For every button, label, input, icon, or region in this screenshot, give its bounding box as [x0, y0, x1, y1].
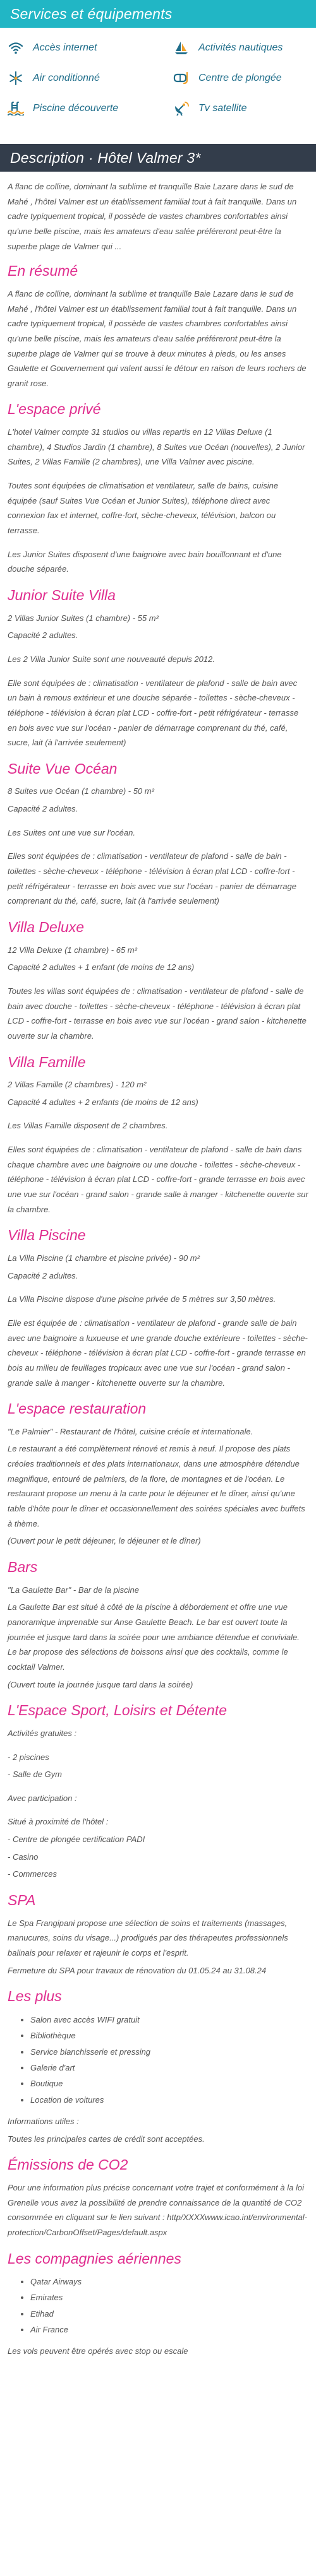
- section-villa-famille: [8, 1054, 308, 1217]
- services-title: Services et équipements: [10, 5, 173, 22]
- list-item: • Qatar Airways: [30, 2274, 308, 2289]
- section-text: Elle sont équipées de : climatisation - ventilateur de plafond - salle de bain avec un bain à remous extérieur et une douche séparée - toilettes - sèche-cheveux - téléphone - télévision à écran plat LCD - coffre-fort - petit réfrigérateur - terrasse en bois avec vue sur l'océan - panier de démarrage comprenant du thé, café, sucre, lait (à l'arrivée seulement): [8, 678, 299, 748]
- list-item: • Etihad: [30, 2306, 308, 2322]
- section-title: L'espace restauration: [8, 1400, 147, 1417]
- section-sport: [8, 1702, 308, 1882]
- section-co2: [8, 2156, 308, 2240]
- info-label: Informations utiles :: [8, 2116, 79, 2126]
- section-text: L'hotel Valmer compte 31 studios ou villas repartis en 12 Villas Deluxe (1 chambre), 4 Studios Jardin (1 chambre), 8 Suites vue Océan (nouvelles), 2 Junior Suites, 2 Villas Famille (2 chambres), une Villa Valmer avec piscine.: [8, 427, 305, 467]
- service-label: Tv satellite: [198, 103, 247, 114]
- service-label: Accès internet: [33, 42, 97, 53]
- room-capacity: Capacité 2 adultes + 1 enfant (de moins de 12 ans): [8, 962, 195, 972]
- satellite-icon: [173, 100, 190, 117]
- list-item: • Salon avec accès WIFI gratuit: [30, 2012, 308, 2028]
- section-espace-prive: [8, 401, 308, 577]
- section-title: L'espace privé: [8, 401, 101, 418]
- section-suite-ocean: [8, 760, 308, 909]
- section-spa: [8, 1892, 308, 1978]
- section-bars: [8, 1559, 308, 1692]
- section-text: (Ouvert pour le petit déjeuner, le déjeuner et le dîner): [8, 1536, 201, 1546]
- description-title: Description · Hôtel Valmer 3*: [10, 149, 201, 166]
- room-capacity: Capacité 4 adultes + 2 enfants (de moins de 12 ans): [8, 1097, 198, 1107]
- list-item: • Emirates: [30, 2289, 308, 2305]
- list-item: - Commerces: [8, 1869, 58, 1879]
- room-capacity: Capacité 2 adultes.: [8, 804, 78, 814]
- section-title: Villa Piscine: [8, 1227, 86, 1244]
- section-title: Villa Famille: [8, 1053, 86, 1070]
- nearby-label: Situé à proximité de l'hôtel :: [8, 1817, 109, 1827]
- airlines-note: Les vols peuvent être opérés avec stop ou escale: [8, 2346, 188, 2356]
- service-label: Air conditionné: [33, 73, 100, 83]
- section-text: Pour une information plus précise concernant votre trajet et conformément à la loi Grenelle vous avez la possibilité de prendre connaissance de la quantité de CO2 consommée en cliquant sur le lien suivant : http/XXXXwww.icao.int/environmental-protection/CarbonOffset/Pages/default.aspx: [8, 2182, 308, 2237]
- room-size: La Villa Piscine (1 chambre et piscine privée) - 90 m²: [8, 1253, 200, 1263]
- section-text: "La Gaulette Bar" - Bar de la piscine: [8, 1585, 139, 1595]
- service-aircon: [0, 63, 158, 93]
- section-junior-suite: [8, 587, 308, 750]
- service-label: Activités nautiques: [198, 42, 283, 53]
- service-label: Piscine découverte: [33, 103, 119, 114]
- list-item: • Location de voitures: [30, 2092, 308, 2108]
- service-internet: [0, 33, 158, 63]
- section-text: Elles sont équipées de : climatisation - ventilateur de plafond - salle de bain dans chaque chambre avec une baignoire ou une douche - toilettes - sèche-cheveux - téléphone - télévision à écran plat LCD - coffre-fort - grande terrasse en bois avec une vue sur l'océan - grand salon - grande salle à manger - kitchenette ouverte sur la chambre.: [8, 1145, 308, 1214]
- section-text: Elles sont équipées de : climatisation - ventilateur de plafond - salle de bain - toilettes - sèche-cheveux - téléphone - télévision à écran plat LCD - coffre-fort - petit réfrigérateur - terrasse en bois avec vue sur l'océan - panier de démarrage comprenant du thé, café, sucre, lait (à l'arrivée seulement): [8, 851, 296, 906]
- section-title: L'Espace Sport, Loisirs et Détente: [8, 1702, 228, 1719]
- section-villa-deluxe: [8, 919, 308, 1044]
- list-item: • Air France: [30, 2322, 308, 2337]
- section-title: Les plus: [8, 1988, 62, 2005]
- intro-text: A flanc de colline, dominant la sublime et tranquille Baie Lazare dans le sud de Mahé , l'hôtel Valmer est un établissement familial tout à fait tranquille. Dans un cadre typiquement tropical, il possède de vastes chambres confortables ainsi qu'une belle piscine, mais les amateurs d'eau salée préféreront peut-être la superbe plage de Valmer qui ...: [8, 182, 297, 251]
- section-text: La Gaulette Bar est situé à côté de la piscine à débordement et offre une vue panoramique imprenable sur Anse Gaulette Beach. Le bar est ouvert toute la journée et jusque tard dans la soirée pour une ambiance détendue et conviviale. Le bar propose des sélections de boissons ainsi que des cocktails, comme le cocktail Valmer.: [8, 1602, 300, 1672]
- service-satellite: [158, 93, 316, 124]
- section-text: Elle est équipée de : climatisation - ventilateur de plafond - grande salle de bain avec une baignoire a luxueuse et une grande douche extérieure - toilettes - sèche-cheveux - téléphone - télévision à écran plat LCD - coffre-fort - grande terrasse en bois au milieu de feuillages tropicaux avec une vue sur l'océan - grand salon - grande salle à manger - kitchenette ouverte sur la chambre.: [8, 1318, 308, 1388]
- free-activities-label: Activités gratuites :: [8, 1728, 77, 1738]
- list-item: - Salle de Gym: [8, 1770, 62, 1780]
- section-text: Toutes sont équipées de climatisation et ventilateur, salle de bains, cuisine équipée (sauf Suites Vue Océan et Junior Suites), téléphone direct avec connexion fax et internet, coffre-fort, sèche-cheveux, télévision, balcon ou terrasse.: [8, 481, 279, 535]
- section-title: Bars: [8, 1559, 38, 1576]
- section-villa-piscine: [8, 1227, 308, 1390]
- room-size: 2 Villas Junior Suites (1 chambre) - 55 m²: [8, 613, 159, 623]
- service-label: Centre de plongée: [198, 73, 282, 83]
- services-grid: [0, 28, 316, 129]
- service-pool: [0, 93, 158, 124]
- list-item: • Galerie d'art: [30, 2060, 308, 2076]
- paid-activities-label: Avec participation :: [8, 1793, 77, 1803]
- service-diving: [158, 63, 316, 93]
- section-title: Les compagnies aériennes: [8, 2250, 181, 2267]
- section-text: (Ouvert toute la journée jusque tard dans la soirée): [8, 1679, 193, 1689]
- section-title: En résumé: [8, 263, 78, 280]
- section-title: SPA: [8, 1892, 36, 1909]
- section-airlines: [8, 2250, 308, 2360]
- list-item: - Casino: [8, 1852, 39, 1862]
- section-title: Suite Vue Océan: [8, 760, 118, 777]
- spa-closure-notice: Fermeture du SPA pour travaux de rénovation du 01.05.24 au 31.08.24: [8, 1965, 267, 1975]
- diving-mask-icon: [173, 70, 190, 86]
- section-resume: [8, 263, 308, 391]
- snowflake-icon: [8, 70, 24, 86]
- description-header: [0, 144, 316, 172]
- plus-list: [8, 2012, 308, 2108]
- sailboat-icon: [173, 40, 190, 56]
- room-capacity: Capacité 2 adultes.: [8, 630, 78, 641]
- section-text: A flanc de colline, dominant la sublime et tranquille Baie Lazare dans le sud de Mahé , l'hôtel Valmer est un établissement familial tout à fait tranquille. Dans un cadre typiquement tropical, il possède de vastes chambres confortables ainsi qu'une belle piscine, mais les amateurs d'eau salée préféreront peut-être la superbe plage de Valmer qui se trouve à deux minutes à pieds, ou les anses Gaulette et Gouvernement qui valent aussi le détour en raison de leurs rochers de granit rose.: [8, 288, 307, 388]
- list-item: - 2 piscines: [8, 1752, 49, 1762]
- info-text: Toutes les principales cartes de crédit sont acceptées.: [8, 2134, 205, 2144]
- section-title: Villa Deluxe: [8, 919, 85, 935]
- section-text: Le Spa Frangipani propose une sélection de soins et traitements (massages, manucures, soins du visage...) prodigués par des thérapeutes professionnels balinais pour relaxer et rajeunir le corps et l'esprit.: [8, 1918, 288, 1958]
- section-text: Les Junior Suites disposent d'une baignoire avec bain bouillonnant et d'une douche séparée.: [8, 549, 282, 574]
- section-text: Toutes les villas sont équipées de : climatisation - ventilateur de plafond - salle de bain avec douche - toilettes - sèche-cheveux - téléphone - télévision à écran plat LCD - coffre-fort - terrasse en bois avec vue sur l'océan - grand salon - kitchenette ouverte sur la chambre.: [8, 986, 307, 1041]
- wifi-icon: [8, 40, 24, 56]
- room-size: 8 Suites vue Océan (1 chambre) - 50 m²: [8, 786, 154, 796]
- room-capacity: Capacité 2 adultes.: [8, 1270, 78, 1280]
- list-item: - Centre de plongée certification PADI: [8, 1835, 145, 1845]
- services-header: [0, 0, 316, 28]
- list-item: • Service blanchisserie et pressing: [30, 2044, 308, 2060]
- section-title: Junior Suite Villa: [8, 586, 116, 603]
- section-text: Les Suites ont une vue sur l'océan.: [8, 827, 135, 837]
- room-size: 12 Villa Deluxe (1 chambre) - 65 m²: [8, 945, 137, 955]
- list-item: • Boutique: [30, 2076, 308, 2091]
- section-text: Le restaurant a été complètement rénové et remis à neuf. Il propose des plats créoles traditionnels et des plats internationaux, dans une atmosphère détendue magnifique, entouré de palmiers, de la flore, de montagnes et de l'océan. Le restaurant propose un menu à la carte pour le déjeuner et le dîner, ainsi qu'une table d'hôte pour le dîner et occasionnellement des soirées spéciales avec buffets à thème.: [8, 1444, 305, 1528]
- section-text: "Le Palmier" - Restaurant de l'hôtel, cuisine créole et internationale.: [8, 1426, 253, 1436]
- section-plus: [8, 1988, 308, 2146]
- section-text: Les 2 Villa Junior Suite sont une nouveauté depuis 2012.: [8, 654, 215, 664]
- section-title: Émissions de CO2: [8, 2156, 128, 2173]
- room-size: 2 Villas Famille (2 chambres) - 120 m²: [8, 1080, 147, 1090]
- section-restauration: [8, 1400, 308, 1549]
- pool-icon: [8, 100, 24, 117]
- list-item: • Bibliothèque: [30, 2028, 308, 2043]
- airlines-list: [8, 2274, 308, 2337]
- section-text: La Villa Piscine dispose d'une piscine privée de 5 mètres sur 3,50 mètres.: [8, 1294, 276, 1304]
- description-content: [0, 172, 316, 2359]
- service-nautical: [158, 33, 316, 63]
- section-text: Les Villas Famille disposent de 2 chambres.: [8, 1121, 168, 1131]
